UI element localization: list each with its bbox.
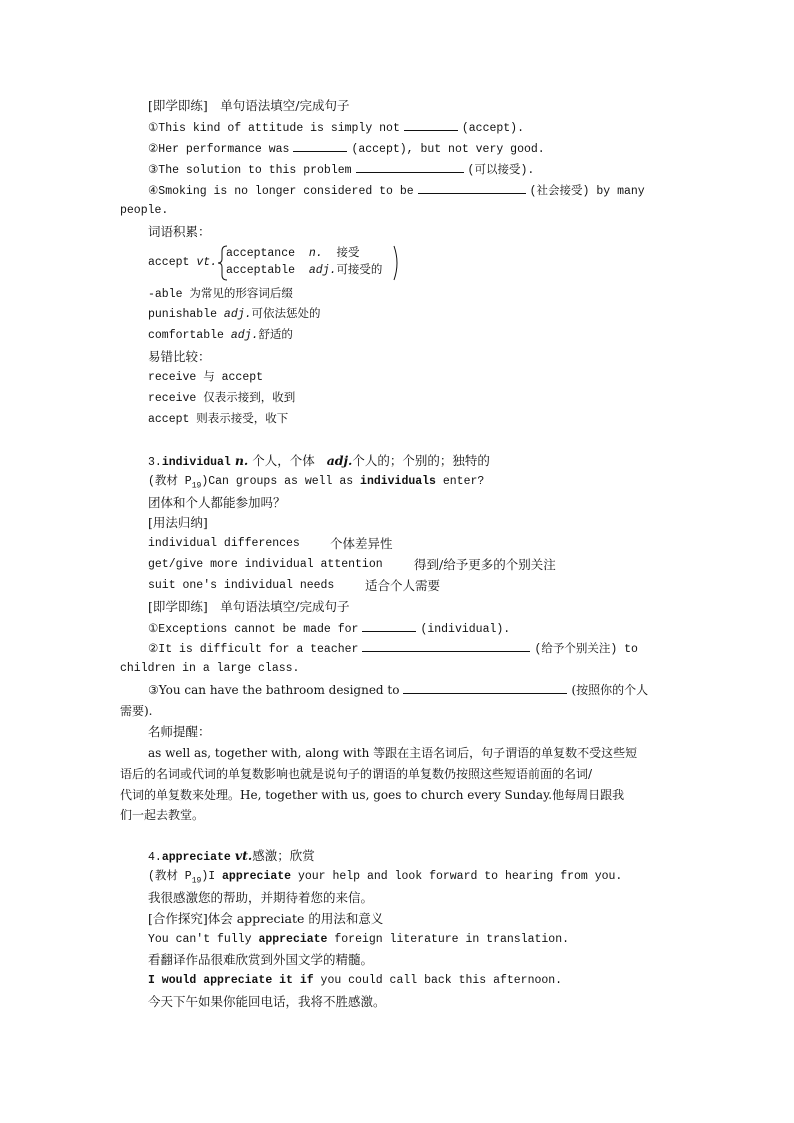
textbook-translation: 团体和个人都能参加吗？ [148, 495, 286, 510]
compare-1: receive 与 accept [148, 371, 264, 384]
tip-line-2: 语后的名词或代词的单复数影响也就是说句子的谓语的单复数仍按照这些短语前面的名词/ [120, 767, 593, 781]
practice-heading: [即学即练] 单句语法填空/完成句子 [148, 98, 350, 113]
answer-blank[interactable] [403, 681, 567, 694]
answer-blank[interactable] [362, 639, 530, 652]
confusion-heading: 易错比较： [148, 349, 211, 364]
entry-individual-heading: 3.individual n. 个人，个体 adj.个人的；个别的；独特的 [148, 453, 490, 469]
usage-1-meaning: 个体差异性 [330, 536, 393, 551]
acceptance-entry: acceptance n. 接受 [226, 247, 360, 260]
practice-heading-2: [即学即练] 单句语法填空/完成句子 [148, 599, 350, 614]
practice-2: ②It is difficult for a teacher (给予个别关注) to [148, 639, 638, 659]
cooperation-heading: [合作探究]体会 appreciate 的用法和意义 [148, 911, 384, 926]
compare-3: accept 则表示接受，收下 [148, 413, 289, 426]
practice-1: ①Exceptions cannot be made for (individual). [148, 619, 510, 639]
answer-blank[interactable] [356, 160, 464, 173]
textbook-example: (教材 $P_{19})Can$ groups as well as individuals enter? [148, 475, 485, 491]
usage-3: suit one's individual needs [148, 579, 335, 592]
answer-blank[interactable] [418, 181, 526, 194]
textbook-translation-2: 我很感激您的帮助，并期待着您的来信。 [148, 890, 374, 905]
exercise-4: ④Smoking is no longer considered to be (社会接受) by many [148, 181, 645, 201]
accept-word: accept vt. [148, 256, 218, 269]
tip-heading: 名师提醒： [148, 724, 211, 739]
answer-blank[interactable] [404, 118, 458, 131]
vocab-heading: 词语积累： [148, 224, 211, 239]
exercise-4-continued: people. [120, 204, 169, 217]
usage-1: individual differences [148, 537, 300, 550]
tip-line-3: 代词的单复数来处理。He, together with us, goes to church every Sunday.他每周日跟我 [120, 788, 625, 802]
example-punishable: punishable adj.可依法惩处的 [148, 308, 321, 321]
example-comfortable: comfortable adj.舒适的 [148, 329, 293, 342]
exercise-2: ②Her performance was (accept), but not very good. [148, 139, 545, 159]
tip-line-1: as well as, together with, along with 等跟在主语名词后，句子谓语的单复数不受这些短 [148, 746, 638, 760]
textbook-example-2: (教材 $P_{19})I$ appreciate your help and look forward to hearing from you. [148, 870, 623, 886]
usage-3-meaning: 适合个人需要 [365, 578, 441, 593]
exercise-3: ③The solution to this problem (可以接受). [148, 160, 534, 180]
example-translation-1: 看翻译作品很难欣赏到外国文学的精髓。 [148, 952, 374, 967]
example-sentence-1: You can't fully appreciate foreign literature in translation. [148, 933, 569, 946]
usage-heading: [用法归纳] [148, 515, 208, 530]
usage-2-meaning: 得到/给予更多的个别关注 [414, 557, 556, 572]
example-sentence-2: I would appreciate it if you could call back this afternoon. [148, 974, 563, 987]
answer-blank[interactable] [293, 139, 347, 152]
acceptable-entry: acceptable adj.可接受的 [226, 264, 383, 277]
answer-blank[interactable] [362, 619, 416, 632]
suffix-note: -able 为常见的形容词后缀 [148, 288, 293, 301]
practice-2-continued: children in a large class. [120, 662, 300, 675]
right-paren [392, 245, 402, 281]
entry-appreciate-heading: 4.appreciate vt.感激；欣赏 [148, 848, 315, 864]
usage-2: get/give more individual attention [148, 558, 383, 571]
compare-2: receive 仅表示接到，收到 [148, 392, 296, 405]
example-translation-2: 今天下午如果你能回电话，我将不胜感激。 [148, 994, 386, 1009]
tip-line-4: 们一起去教堂。 [120, 808, 205, 822]
practice-3: ③You can have the bathroom designed to (按照你的个人 [148, 683, 649, 697]
exercise-1: ①This kind of attitude is simply not (accept). [148, 118, 524, 138]
practice-3-continued: 需要). [120, 704, 153, 718]
